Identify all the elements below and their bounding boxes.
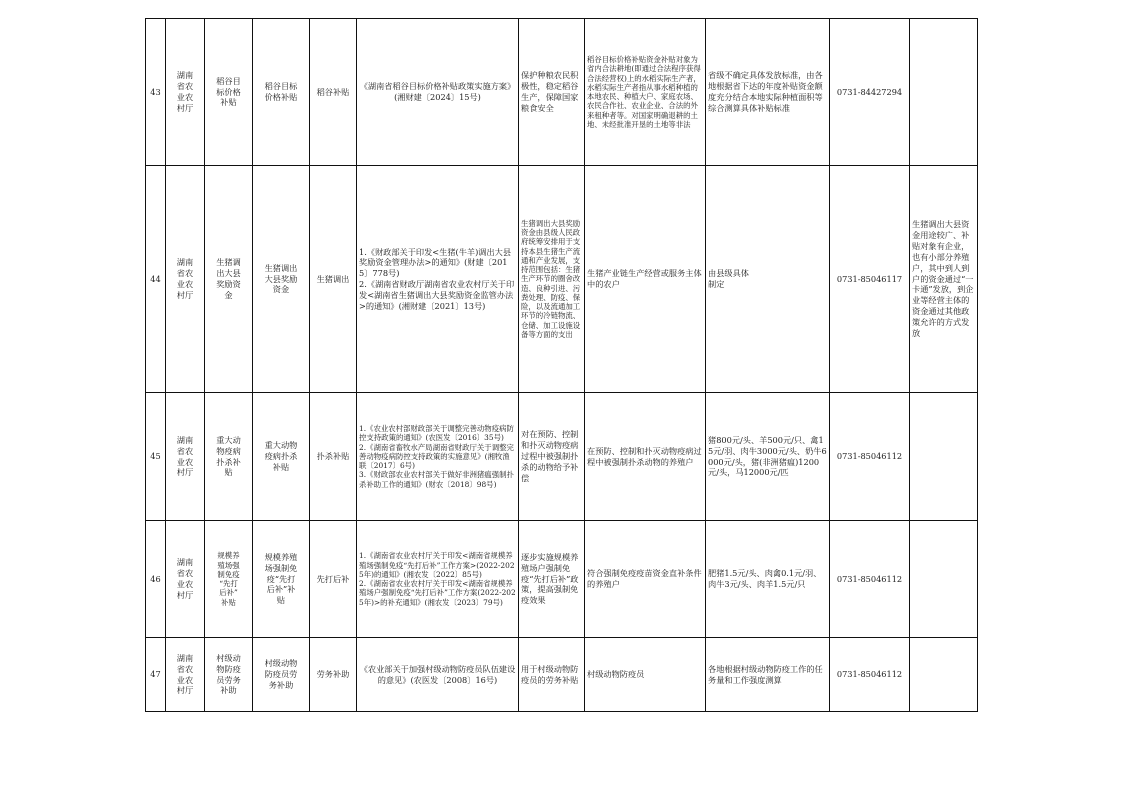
- row-number: 44: [146, 166, 166, 393]
- standard-cell: 省级不确定具体发放标准，由各地根据省下达的年度补贴资金额度充分结合本地实际种植面积等综合测算具体补贴标准: [706, 19, 830, 166]
- purpose-cell: 逐步实施规模养殖场户强制免疫“先打后补”政策，提高强制免疫效果: [519, 521, 585, 638]
- department-cell: 湖南 省农 业农 村厅: [166, 638, 205, 712]
- row-number: 43: [146, 19, 166, 166]
- project-cell: 生猪调 出大县 奖励资 金: [205, 166, 253, 393]
- policy-basis-cell: 1.《财政部关于印发<生猪(牛羊)调出大县奖励资金管理办法>的通知》(财建〔2015〕778号) 2.《湖南省财政厅湖南省农业农村厅关于印发<湖南省生猪调出大县奖励资金监管办法>的通知》(湘财建〔2021〕13号): [357, 166, 519, 393]
- type-cell: 劳务补助: [310, 638, 357, 712]
- project-cell: 重大动 物疫病 扑杀补 贴: [205, 393, 253, 521]
- table-row: [146, 638, 978, 712]
- subitem-cell: 村级动物 防疫员劳 务补助: [253, 638, 310, 712]
- note-cell: [910, 638, 978, 712]
- subitem-cell: 生猪调出 大县奖励 资金: [253, 166, 310, 393]
- purpose-cell: 用于村级动物防疫员的劳务补贴: [519, 638, 585, 712]
- note-cell: [910, 521, 978, 638]
- table-row: [146, 166, 978, 393]
- note-cell: [910, 393, 978, 521]
- standard-cell: 各地根据村级动物防疫工作的任务量和工作强度测算: [706, 638, 830, 712]
- standard-cell: 由县级具体 制定: [706, 166, 830, 393]
- subitem-cell: 重大动物 疫病扑杀 补贴: [253, 393, 310, 521]
- purpose-cell: 生猪调出大县奖励资金由县级人民政府统筹安排用于支持本县生猪生产流通和产业发展，支持范围包括：生猪生产环节的圈舍改造、良种引进、污粪处理、防疫、保险，以及流通加工环节的冷链物流、仓储、加工设施设备等方面的支出: [519, 166, 585, 393]
- type-cell: 稻谷补贴: [310, 19, 357, 166]
- department-cell: 湖南 省农 业农 村厅: [166, 166, 205, 393]
- type-cell: 先打后补: [310, 521, 357, 638]
- department-cell: 湖南 省农 业农 村厅: [166, 393, 205, 521]
- department-cell: 湖南 省农 业农 村厅: [166, 19, 205, 166]
- purpose-cell: 保护种粮农民积极性，稳定稻谷生产，保障国家粮食安全: [519, 19, 585, 166]
- type-cell: 扑杀补贴: [310, 393, 357, 521]
- table-row: [146, 393, 978, 521]
- department-cell: 湖南 省农 业农 村厅: [166, 521, 205, 638]
- target-cell: 稻谷目标价格补贴资金补贴对象为省内合法耕地(即通过合法程序获得合法经营权)上的水稻实际生产者，水稻实际生产者指从事水稻种植的本地农民、种植大户、家庭农场、农民合作社、农业企业、合法的外来租种者等。对国家明确退耕的土地、未经批准开垦的土地等非法: [585, 19, 706, 166]
- project-cell: 稻谷目 标价格 补贴: [205, 19, 253, 166]
- phone-cell: 0731-85046117: [830, 166, 910, 393]
- policy-basis-cell: 1.《农业农村部财政部关于调整完善动物疫病防控支持政策的通知》(农医发〔2016〕35号) 2.《湖南省畜牧水产局湖南省财政厅关于调整完善动物疫病防控支持政策的实施意见》(湘牧渔联〔2017〕6号) 3.《财政部农业农村部关于做好非洲猪瘟强制扑杀补助工作的通知》(财农〔2018〕98号): [357, 393, 519, 521]
- policy-basis-cell: 1.《湖南省农业农村厅关于印发<湖南省规模养殖场强制免疫“先打后补”工作方案>(2022-2025年)的通知》(湘农发〔2022〕85号) 2.《湖南省农业农村厅关于印发<湖南省规模养殖场户强制免疫“先打后补”工作方案(2022-2025年)>的补充通知》(湘农发〔2023〕79号): [357, 521, 519, 638]
- subitem-cell: 规模养殖 场强制免 疫“先打 后补”补 贴: [253, 521, 310, 638]
- subsidy-policy-table: [145, 18, 978, 712]
- table-row: [146, 521, 978, 638]
- phone-cell: 0731-85046112: [830, 393, 910, 521]
- target-cell: 符合强制免疫疫苗资金直补条件的养殖户: [585, 521, 706, 638]
- project-cell: 规模养 殖场强 制免疫 “先打 后补” 补贴: [205, 521, 253, 638]
- purpose-cell: 对在预防、控制和扑灭动物疫病过程中被强制扑杀的动物给予补偿: [519, 393, 585, 521]
- target-cell: 在预防、控制和扑灭动物疫病过程中被强制扑杀动物的养殖户: [585, 393, 706, 521]
- standard-cell: 肥猪1.5元/头、肉禽0.1元/羽、肉牛3元/头、肉羊1.5元/只: [706, 521, 830, 638]
- phone-cell: 0731-84427294: [830, 19, 910, 166]
- policy-basis-cell: 《农业部关于加强村级动物防疫员队伍建设的意见》(农医发〔2008〕16号): [357, 638, 519, 712]
- phone-cell: 0731-85046112: [830, 638, 910, 712]
- type-cell: 生猪调出: [310, 166, 357, 393]
- phone-cell: 0731-85046112: [830, 521, 910, 638]
- subitem-cell: 稻谷目标 价格补贴: [253, 19, 310, 166]
- policy-basis-cell: 《湖南省稻谷目标价格补贴政策实施方案》(湘财建〔2024〕15号): [357, 19, 519, 166]
- row-number: 47: [146, 638, 166, 712]
- target-cell: 村级动物防疫员: [585, 638, 706, 712]
- table-row: [146, 19, 978, 166]
- target-cell: 生猪产业链生产经营或服务主体中的农户: [585, 166, 706, 393]
- project-cell: 村级动 物防疫 员劳务 补助: [205, 638, 253, 712]
- row-number: 46: [146, 521, 166, 638]
- note-cell: [910, 19, 978, 166]
- note-cell: 生猪调出大县资金用途较广、补贴对象有企业，也有小部分养殖户，其中到人到户的资金通过“一卡通”发放，到企业等经营主体的资金通过其他政策允许的方式发放: [910, 166, 978, 393]
- row-number: 45: [146, 393, 166, 521]
- standard-cell: 猪800元/头、羊500元/只、禽15元/羽、肉牛3000元/头、奶牛6000元/头，猪(非洲猪瘟)1200元/头，马12000元/匹: [706, 393, 830, 521]
